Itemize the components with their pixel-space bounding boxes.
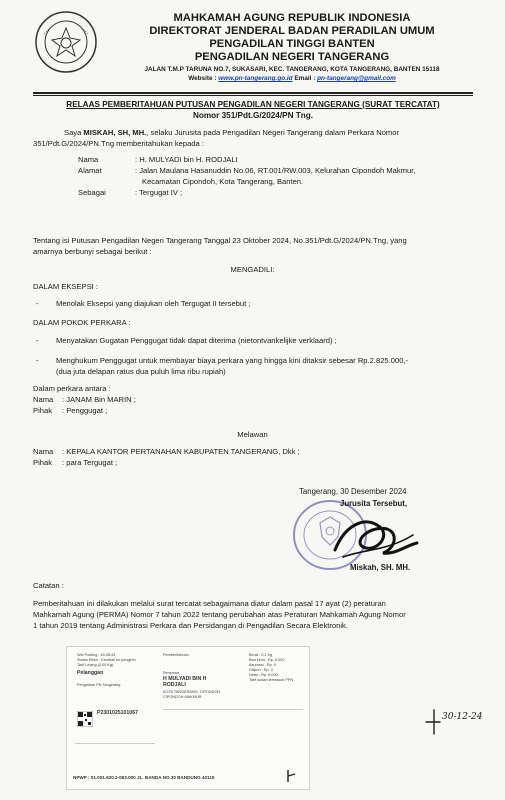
intro-line-1 xyxy=(64,127,484,138)
website-link[interactable]: www.pn-tangerang.go.id xyxy=(218,75,293,82)
receipt-tax-note: Tarif sudah termasuk PPN xyxy=(249,678,294,682)
recipient-address-1: : Jalan Maulana Hasanuddin No.06, RT.001/RW.003, Kelurahan Cipondoh Makmur, xyxy=(135,166,416,175)
receipt-recipient-name-2: RODJALI xyxy=(163,682,186,688)
pokok-heading: DALAM POKOK PERKARA : xyxy=(33,318,131,327)
institution-line-1: MAHKAMAH AGUNG REPUBLIK INDONESIA xyxy=(173,12,411,24)
intro-line-2: 351/Pdt.G/2024/PN.Tng memberitahukan kepada : xyxy=(33,139,204,148)
receipt-insurance: Asuransi : Rp. 0 xyxy=(249,663,277,667)
receipt-postage: Bea kirim : Rp. 6.000 xyxy=(249,658,285,662)
signature-role: Jurusita Tersebut, xyxy=(340,499,408,508)
receipt-tracking-code: P2301025101067 xyxy=(97,710,138,716)
melawan-heading: Melawan xyxy=(237,430,268,439)
email-label: Email : xyxy=(294,75,316,82)
receipt-tariff: Tarif Lelang (0,00 Kg) xyxy=(77,663,114,667)
handwritten-signature xyxy=(325,505,425,565)
verdict-intro-2: amarnya berbunyi sebagai berikut : xyxy=(33,247,152,256)
postal-receipt xyxy=(66,646,310,790)
plaintiff-role-label: Pihak xyxy=(33,406,52,415)
recipient-name-label: Nama xyxy=(78,155,99,164)
receipt-lines-area xyxy=(75,743,155,766)
defendant-role: : para Tergugat ; xyxy=(62,458,118,467)
bailiff-name: MISKAH, SH, MH. xyxy=(83,128,147,137)
defendant-role-label: Pihak xyxy=(33,458,52,467)
institution-line-3: PENGADILAN TINGGI BANTEN xyxy=(209,38,375,50)
intro-post: , selaku Jurusita pada Pengadilan Negeri Tangerang dalam Perkara Nomor xyxy=(146,128,400,137)
pokok-item-2a: Menghukum Penggugat untuk membayar biaya perkara yang hingga kini ditaksir sebesar Rp.2.825.000,- xyxy=(56,356,409,365)
receipt-type: Pemberitahuan xyxy=(163,653,189,657)
defendant-name: : KEPALA KANTOR PERTANAHAN KABUPATEN TANGERANG, Dkk ; xyxy=(62,447,300,456)
qr-code xyxy=(77,711,93,727)
receipt-recipient-name-1: H MULYADI BIN H xyxy=(163,676,207,682)
header-rule-thin xyxy=(33,95,473,96)
note-line-1: Pemberitahuan ini dilakukan melalui surat tercatat sebagaimana diatur dalam pasal 17 ayat (2) peraturan xyxy=(33,599,386,608)
plaintiff-role: : Penggugat ; xyxy=(62,406,108,415)
parties-intro: Dalam perkara antara : xyxy=(33,384,111,393)
court-address: JALAN T.M.P TARUNA NO.7, SUKASARI, KEC. TANGERANG, KOTA TANGERANG, BANTEN 15118 xyxy=(144,66,440,73)
eksepsi-bullet: - xyxy=(36,299,39,308)
plaintiff-name: : JANAM Bin MARIN ; xyxy=(62,395,136,404)
recipient-address-2: Kecamatan Cipondoh, Kota Tangerang, Banten. xyxy=(142,177,304,186)
verdict-intro-1: Tentang isi Putusan Pengadilan Negeri Tangerang Tanggal 23 Oktober 2024, No.351/Pdt.G/2024/PN.Tng, yang xyxy=(33,236,407,245)
website-label: Website : xyxy=(188,75,217,82)
receipt-return-status: Status Retur : Kembali ke pengirim xyxy=(77,658,136,662)
pokok-item-2b: (dua juta delapan ratus dua puluh lima ribu rupiah) xyxy=(56,367,226,376)
receipt-recipient-area-2: CIPONDOH MAKMUR xyxy=(163,695,202,699)
receipt-discount: Diskon : Rp. 0 xyxy=(249,668,273,672)
institution-line-4: PENGADILAN NEGERI TANGERANG xyxy=(194,51,390,63)
court-seal-logo xyxy=(34,10,98,74)
eksepsi-heading: DALAM EKSEPSI : xyxy=(33,282,98,291)
contact-line xyxy=(102,75,482,83)
eksepsi-item: Menolak Eksepsi yang diajukan oleh Tergugat II tersebut ; xyxy=(56,299,251,308)
receipt-notes-area xyxy=(163,709,303,766)
receipt-sender: Pengirimm PN Tangerang xyxy=(77,683,121,687)
receipt-weight: Berat : 0,1 Kg xyxy=(249,653,273,657)
receipt-recipient-area-1: KOTA TANGERANG, CIPONDOH, xyxy=(163,690,222,694)
plaintiff-name-label: Nama xyxy=(33,395,54,404)
receipt-npwp: NPWP : 01.001.620.2-093.000 JL. BANDA NO.30 BANDUNG 40115 xyxy=(73,775,215,780)
title-line-2: Nomor 351/Pdt.G/2024/PN Tng. xyxy=(192,111,314,120)
mengadili-heading: MENGADILI: xyxy=(230,265,275,274)
recipient-name: : H. MULYADI bin H. RODJALI xyxy=(135,155,238,164)
note-line-3: 1 tahun 2019 tentang Administrasi Perkara dan Persidangan di Pengadilan Secara Elektronik. xyxy=(33,621,348,630)
note-line-2: Mahkamah Agung (PERMA) Nomor 7 tahun 2022 tentang perubahan atas Peraturan Mahkamah Agung Nomor xyxy=(33,610,406,619)
title-line-1: RELAAS PEMBERITAHUAN PUTUSAN PENGADILAN NEGERI TANGERANG (SURAT TERCATAT) xyxy=(66,100,440,109)
signature-place-date: Tangerang, 30 Desember 2024 xyxy=(299,487,407,496)
receipt-recipient-label: Penerima xyxy=(163,671,180,675)
letterhead xyxy=(102,12,482,83)
defendant-name-label: Nama xyxy=(33,447,54,456)
corner-mark-icon xyxy=(285,768,297,784)
signatory-name: Miskah, SH. MH. xyxy=(350,563,411,572)
receipt-net: Netto : Rp. 6.000 xyxy=(249,673,278,677)
recipient-role: : Tergugat IV ; xyxy=(135,188,183,197)
pokok-bullet-1: - xyxy=(36,336,39,345)
note-label: Catatan : xyxy=(33,581,64,590)
email-link[interactable]: pn-tangerang@gmail.com xyxy=(317,75,396,82)
recipient-address-label: Alamat xyxy=(78,166,102,175)
recipient-role-label: Sebagai xyxy=(78,188,106,197)
intro-pre: Saya xyxy=(64,128,84,137)
institution-line-2: DIREKTORAT JENDERAL BADAN PERADILAN UMUM xyxy=(149,25,435,37)
document-title xyxy=(33,99,473,121)
handwritten-date: 30-12-24 xyxy=(442,712,483,722)
pokok-item-1: Menyatakan Gugatan Penggugat tidak dapat diterima (nietontvankelijke verklaard) ; xyxy=(56,336,337,345)
receipt-posting-time: Wkt Posting : 16:28:43 xyxy=(77,653,116,657)
pokok-bullet-2: - xyxy=(36,356,39,365)
receipt-customer: Pelanggan xyxy=(77,670,104,676)
header-rule-thick xyxy=(33,92,473,94)
